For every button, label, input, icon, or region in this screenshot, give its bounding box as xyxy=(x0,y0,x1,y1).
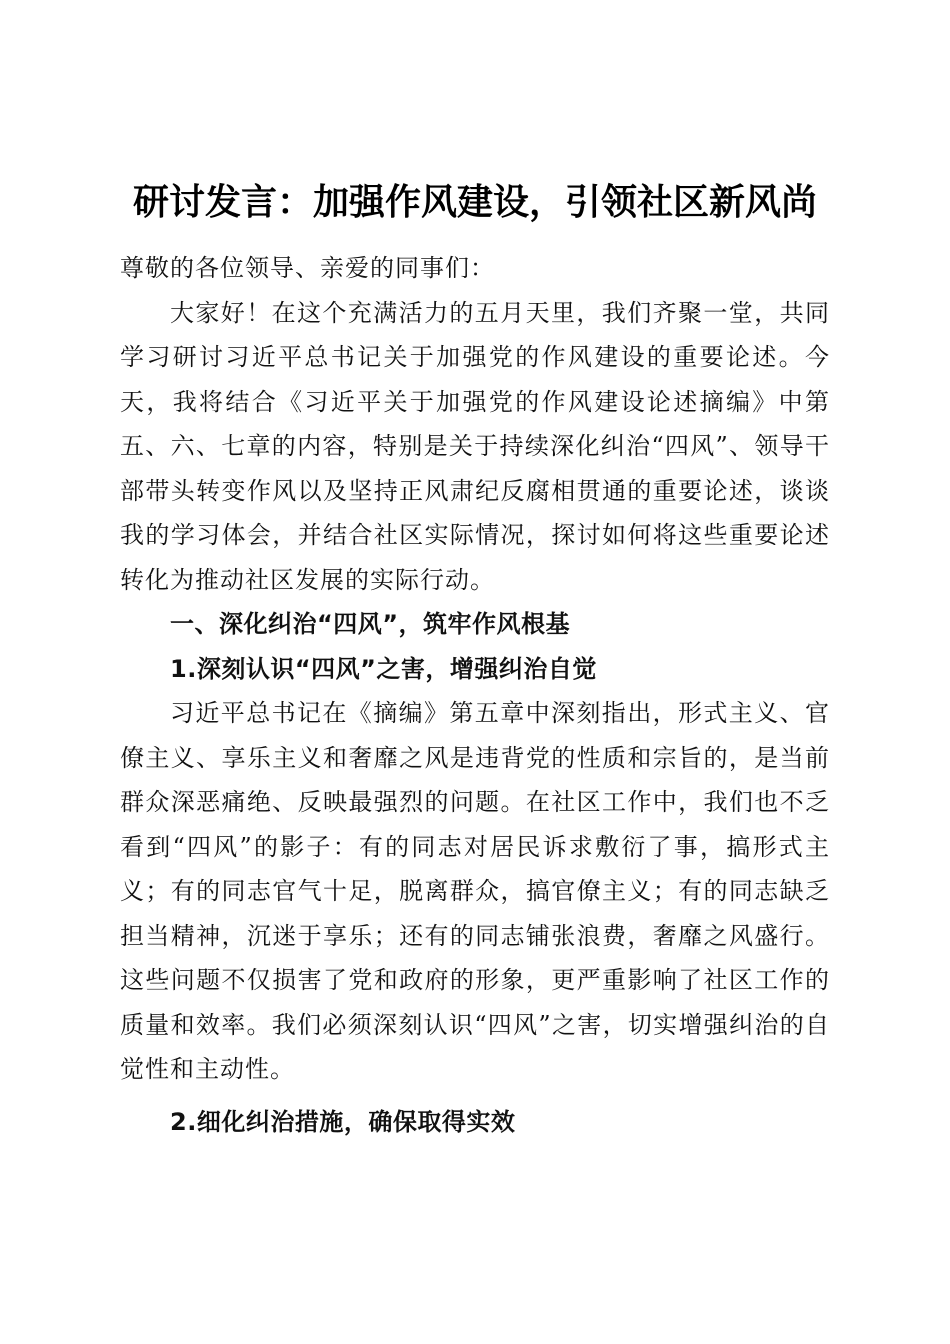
document-body xyxy=(120,246,830,1144)
subsection-heading-1: 1.深刻认识“四风”之害，增强纠治自觉 xyxy=(170,654,597,683)
greeting-paragraph: 尊敬的各位领导、亲爱的同事们： xyxy=(120,254,495,282)
intro-paragraph: 大家好！在这个充满活力的五月天里，我们齐聚一堂，共同学习研讨习近平总书记关于加强党的作风建设的重要论述。今天，我将结合《习近平关于加强党的作风建设论述摘编》中第五、六、七章的内容，特别是关于持续深化纠治“四风”、领导干部带头转变作风以及坚持正风肃纪反腐相贯通的重要论述，谈谈我的学习体会，并结合社区实际情况，探讨如何将这些重要论述转化为推动社区发展的实际行动。 xyxy=(120,298,830,594)
paragraph-gap xyxy=(120,1092,830,1100)
document-title: 研讨发言：加强作风建设，引领社区新风尚 xyxy=(132,182,817,223)
subsection-paragraph-1: 习近平总书记在《摘编》第五章中深刻指出，形式主义、官僚主义、享乐主义和奢靡之风是违背党的性质和宗旨的，是当前群众深恶痛绝、反映最强烈的问题。在社区工作中，我们也不乏看到“四风”的影子：有的同志对居民诉求敷衍了事，搞形式主义；有的同志官气十足，脱离群众，搞官僚主义；有的同志缺乏担当精神，沉迷于享乐；还有的同志铺张浪费，奢靡之风盛行。这些问题不仅损害了党和政府的形象，更严重影响了社区工作的质量和效率。我们必须深刻认识“四风”之害，切实增强纠治的自觉性和主动性。 xyxy=(120,699,830,1083)
section-heading-1: 一、深化纠治“四风”，筑牢作风根基 xyxy=(170,610,571,638)
subsection-heading-2: 2.细化纠治措施，确保取得实效 xyxy=(170,1107,516,1136)
